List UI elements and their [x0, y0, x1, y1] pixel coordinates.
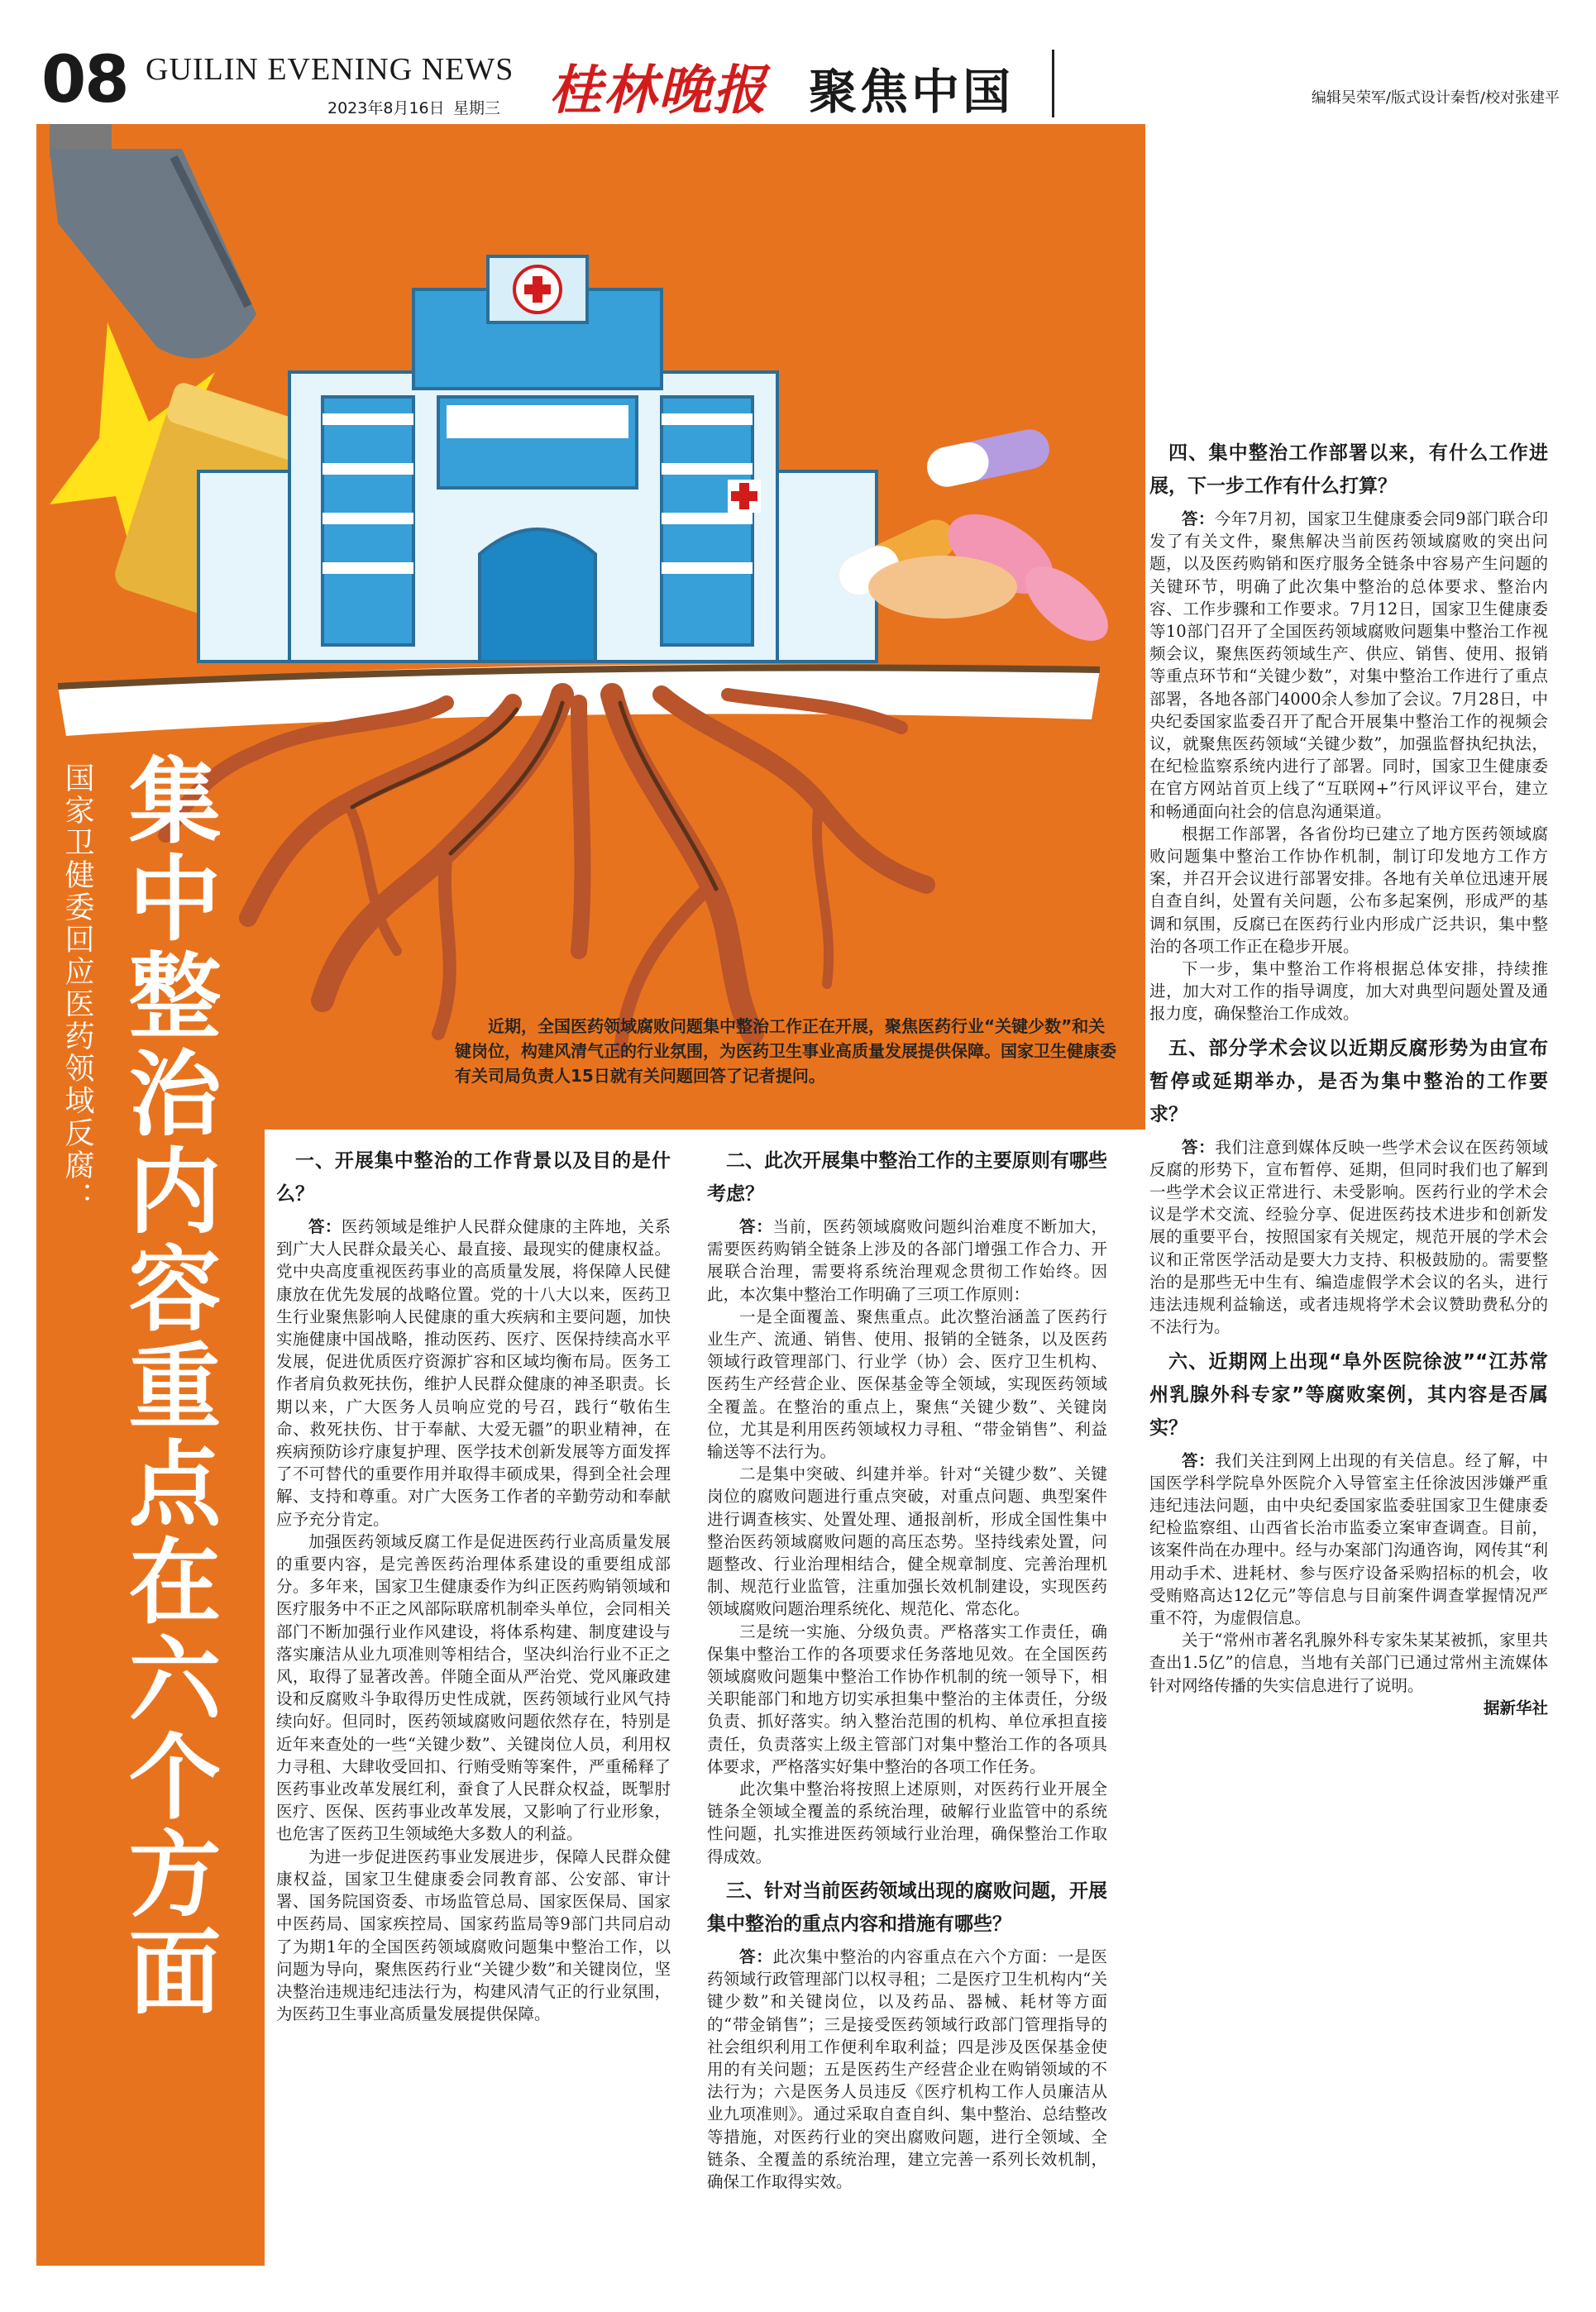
main-headline: 集中整治内容重点在六个方面	[113, 752, 221, 2021]
question-heading-5: 五、部分学术会议以近期反腐形势为由宣布暂停或延期举办，是否为集中整治的工作要求？	[1149, 1037, 1548, 1125]
paragraph: 答：我们注意到媒体反映一些学术会议在医药领域反腐的形势下，宣布暂停、延期，但同时我们也了解到一些学术会议正常进行、未受影响。医药行业的学术会议是学术交流、经验分享、促进医药技术进步和创新发展的重要平台，按照国家有关规定，规范开展的学术会议和正常医学活动是要大力支持、积极鼓励的。需要整治的是那些无中生有、编造虚假学术会议的名头，进行违法违规利益输送，或者违规将学术会议赞助费私分的不法行为。	[1149, 1137, 1548, 1337]
paragraph: 三是统一实施、分级负责。严格落实工作责任，确保集中整治工作的各项要求任务落地见效。在全国医药领域腐败问题集中整治工作协作机制的统一领导下，相关职能部门和地方切实承担集中整治的主体责任，分级负责、抓好落实。纳入整治范围的机构、单位承担直接责任，负责落实上级主管部门对集中整治工作的各项具体要求，严格落实好集中整治的各项工作任务。	[707, 1622, 1107, 1776]
tablet-icon	[868, 498, 1121, 654]
paragraph: 关于“常州市著名乳腺外科专家朱某某被抓，家里共查出1.5亿”的信息，当地有关部门已通过常州主流媒体针对网络传播的失实信息进行了说明。	[1149, 1631, 1548, 1695]
subheadline: 国家卫健委回应医药领域反腐：	[60, 762, 94, 1214]
paragraph: 下一步，集中整治工作将根据总体安排，持续推进，加大对工作的指导调度，加大对典型问题处置及通报力度，确保整治工作成效。	[1149, 959, 1548, 1024]
answer-mark: 答：	[739, 1947, 773, 1966]
paragraph: 答：我们关注到网上出现的有关信息。经了解，中国医学科学院阜外医院介入导管室主任徐波因涉嫌严重违纪违法问题，由中央纪委国家监委驻国家卫生健康委纪检监察组、山西省长治市监委立案审查调查。目前，该案件尚在办理中。经与办案部门沟通咨询，网传其“利用动手术、进耗材、参与医疗设备采购招标的机会，收受贿赂高达12亿元”等信息与目前案件调查掌握情况严重不符，为虚假信息。	[1149, 1450, 1548, 1627]
paragraph: 此次集中整治将按照上述原则，对医药行业开展全链条全领域全覆盖的系统治理，破解行业监管中的系统性问题，扎实推进医药领域行业治理，确保整治工作取得成效。	[707, 1779, 1107, 1866]
masthead-divider	[1052, 50, 1054, 117]
paragraph: 根据工作部署，各省份均已建立了地方医药领域腐败问题集中整治工作协作机制，制订印发地方工作方案，并召开会议进行部署安排。各地有关单位迅速开展自查自纠，处置有关问题，公布多起案例，形成严的基调和氛围，反腐已在医药行业内形成广泛共识，集中整治的各项工作正在稳步开展。	[1149, 824, 1548, 956]
answer-mark: 答：	[1182, 1450, 1216, 1470]
question-heading-2: 二、此次开展集中整治工作的主要原则有哪些考虑？	[707, 1150, 1107, 1205]
page-number: 08	[41, 43, 128, 117]
paragraph: 答：此次集中整治的内容重点在六个方面：一是医药领域行政管理部门以权寻租；二是医疗卫生机构内“关键少数”和关键岗位，以及药品、器械、耗材等方面的“带金销售”；三是接受医药领域行政部门管理指导的社会组织利用工作便利牟取利益；四是涉及医保基金使用的有关问题；五是医药生产经营企业在购销领域的不法行为；六是医务人员违反《医疗机构工作人员廉洁从业九项准则》。通过采取自查自纠、集中整治、总结整改等措施，对医药行业的突出腐败问题，进行全领域、全链条、全覆盖的系统治理，建立完善一系列长效机制，确保工作取得实效。	[707, 1947, 1107, 2191]
issue-weekday: 星期三	[453, 99, 501, 117]
question-heading-1: 一、开展集中整治的工作背景以及目的是什么？	[276, 1150, 671, 1205]
editor-credits: 编辑吴荣军/版式设计秦哲/校对张建平	[1311, 89, 1560, 107]
hospital-building-icon	[198, 256, 877, 662]
answer-mark: 答：	[739, 1217, 773, 1236]
source-credit: 据新华社	[1483, 1698, 1548, 1717]
section-title: 聚焦中国	[809, 64, 1015, 120]
paragraph: 一是全面覆盖、聚焦重点。此次整治涵盖了医药行业生产、流通、销售、使用、报销的全链条，以及医药领域行政管理部门、行业学（协）会、医疗卫生机构、医药生产经营企业、医保基金等全领域，实现医药领域全覆盖。在整治的重点上，聚焦“关键少数”、关键岗位，尤其是利用医药领域权力寻租、“带金销售”、利益输送等不法行为。	[707, 1306, 1107, 1462]
issue-date: 2023年8月16日	[327, 99, 445, 117]
article-column-3-questions	[1149, 430, 1548, 1719]
paragraph: 答：医药领域是维护人民群众健康的主阵地，关系到广大人民群众最关心、最直接、最现实的健康权益。党中央高度重视医药事业的高质量发展，将保障人民健康放在优先发展的战略位置。党的十八大以来，医药卫生行业聚焦影响人民健康的重大疾病和主要问题，加快实施健康中国战略，推动医药、医疗、医保持续高水平发展，促进优质医疗资源扩容和区域均衡布局。医务工作者肩负救死扶伤，维护人民群众健康的神圣职责。长期以来，广大医务人员响应党的号召，践行“敬佑生命、救死扶伤、甘于奉献、大爱无疆”的职业精神，在疾病预防诊疗康复护理、医学技术创新发展等方面发挥了不可替代的重要作用并取得丰硕成果，得到全社会理解、支持和尊重。对广大医务工作者的辛勤劳动和奉献应予充分肯定。	[276, 1217, 671, 1529]
roots-icon	[165, 695, 926, 1050]
paragraph: 答：当前，医药领域腐败问题纠治难度不断加大，需要医药购销全链条上涉及的各部门增强工作合力、开展联合治理，需要将系统治理观念贯彻工作始终。因此，本次集中整治工作明确了三项工作原则：	[707, 1217, 1107, 1304]
article-lead: 近期，全国医药领域腐败问题集中整治工作正在开展，聚焦医药行业“关键少数”和关键岗位，构建风清气正的行业氛围，为医药卫生事业高质量发展提供保障。国家卫生健康委有关司局负责人15日就有关问题回答了记者提问。	[455, 1016, 1116, 1086]
question-heading-4: 四、集中整治工作部署以来，有什么工作进展，下一步工作有什么打算？	[1149, 442, 1548, 497]
answer-mark: 答：	[1182, 509, 1215, 528]
answer-mark: 答：	[1182, 1137, 1216, 1157]
paragraph: 为进一步促进医药事业发展进步，保障人民群众健康权益，国家卫生健康委会同教育部、公安部、审计署、国务院国资委、市场监管总局、国家医保局、国家中医药局、国家疾控局、国家药监局等9部门共同启动了为期1年的全国医药领域腐败问题集中整治工作，以问题为导向，聚焦医药行业“关键少数”和关键岗位，坚决整治违规违纪违法行为，构建风清气正的行业氛围，为医药卫生事业高质量发展提供保障。	[276, 1846, 671, 2024]
paragraph: 二是集中突破、纠建并举。针对“关键少数”、关键岗位的腐败问题进行重点突破，对重点问题、典型案件进行调查核实、处置处理、通报剖析，形成全国性集中整治医药领域腐败问题的高压态势。坚持线索处置，问题整改、行业治理相结合，健全规章制度、完善治理机制、规范行业监管，注重加强长效机制建设，实现医药领域腐败问题治理系统化、规范化、常态化。	[707, 1464, 1107, 1619]
paragraph: 答：今年7月初，国家卫生健康委会同9部门联合印发了有关文件，聚焦解决当前医药领域腐败的突出问题，以及医药购销和医疗服务全链条中容易产生问题的关键环节，明确了此次集中整治的总体要求、整治内容、工作步骤和工作要求。7月12日，国家卫生健康委等10部门召开了全国医药领域腐败问题集中整治工作视频会议，聚焦医药领域生产、供应、销售、使用、报销等重点环节和“关键少数”，对集中整治工作进行了重点部署，各地各部门4000余人参加了会议。7月28日，中央纪委国家监委召开了配合开展集中整治工作的视频会议，就聚焦医药领域“关键少数”，加强监督执纪执法，在纪检监察系统内进行了部署。同时，国家卫生健康委在官方网站首页上线了“互联网+”行风评议平台，建立和畅通面向社会的信息沟通渠道。	[1149, 509, 1548, 821]
paper-logo: 桂林晚报	[549, 60, 767, 122]
article-column-2	[707, 1138, 1107, 2193]
answer-mark: 答：	[308, 1217, 342, 1236]
question-heading-6: 六、近期网上出现“阜外医院徐波”“江苏常州乳腺外科专家”等腐败案例，其内容是否属实？	[1149, 1350, 1548, 1439]
shovel-icon	[50, 124, 256, 358]
question-heading-3: 三、针对当前医药领域出现的腐败问题，开展集中整治的重点内容和措施有哪些？	[707, 1880, 1107, 1935]
paper-name-en: GUILIN EVENING NEWS	[146, 52, 514, 87]
article-column-1	[276, 1138, 671, 2025]
paragraph: 加强医药领域反腐工作是促进医药行业高质量发展的重要内容，是完善医药治理体系建设的重要组成部分。多年来，国家卫生健康委作为纠正医药购销领域和医疗服务中不正之风部际联席机制牵头单位，会同相关部门不断加强行业作风建设，将体系构建、制度建设与落实廉洁从业九项准则等相结合，坚决纠治行业不正之风，取得了显著改善。伴随全面从严治党、党风廉政建设和反腐败斗争取得历史性成就，医药领域行业风气持续向好。但同时，医药领域腐败问题依然存在，特别是近年来查处的一些“关键少数”、关键岗位人员，利用权力寻租、大肆收受回扣、行贿受贿等案件，严重稀释了医药事业改革发展红利，蚕食了人民群众权益，既掣肘医疗、医保、医药事业改革发展，又影响了行业形象，也危害了医药卫生领域绝大多数人的利益。	[276, 1531, 671, 1844]
